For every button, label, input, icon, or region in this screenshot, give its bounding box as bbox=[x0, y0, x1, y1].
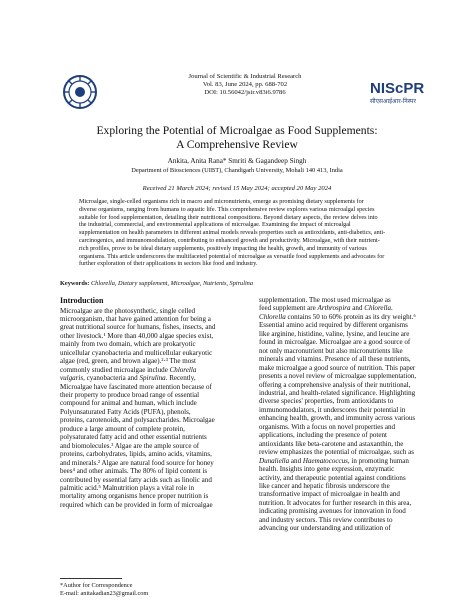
correspondence-label: *Author for Correspondence bbox=[60, 582, 133, 589]
body-text-line: mortality among organisms hence proper nutrition is bbox=[60, 492, 209, 501]
journal-name: Journal of Scientific & Industrial Research bbox=[188, 73, 302, 80]
body-text-line: industrial, and health-related significance. Highlighting bbox=[259, 388, 416, 397]
body-text-line: minerals and vitamins. Presence of all these nutrients, bbox=[259, 355, 411, 364]
footnote-rule bbox=[60, 578, 122, 579]
body-text-line: antioxidants like beta-carotene and astaxanthin, the bbox=[259, 439, 404, 448]
body-text-line: Microalgae are the photosynthetic, single celled bbox=[60, 306, 196, 315]
body-text-line: commonly studied microalgae include Chlorella bbox=[60, 365, 197, 374]
abstract-line: rich profiles, prove to be ideal dietary supplements, positively impacting the health, growth, and immunity of various bbox=[79, 245, 367, 252]
body-text-line: compound for animal and human, which include bbox=[60, 399, 197, 408]
body-text-line: proteins, carotenoids, and polysaccharides. Microalgae bbox=[60, 416, 215, 425]
abstract bbox=[79, 199, 397, 269]
body-text-line: immunomodulators, it underscores their potential in bbox=[259, 405, 406, 414]
body-text-line: bees⁴ and other animals. The 80% of lipid content is bbox=[60, 467, 208, 476]
body-text-line: Chlorella contains 50 to 60% protein as its dry weight.⁶ bbox=[259, 312, 416, 321]
body-text-line: nutrition. It advocates for further research in this area, bbox=[259, 498, 412, 507]
body-text-line: review emphasizes the potential of microalgae, such as bbox=[259, 448, 414, 457]
niscpr-logo-subtext: सीएसआईआर-निस्पर bbox=[370, 98, 416, 105]
body-text-line: and minerals.² Algae are natural food source for honey bbox=[60, 458, 214, 467]
submission-dates: Received 21 March 2024; revised 15 May 2024; accepted 20 May 2024 bbox=[142, 185, 332, 192]
title-line: A Comprehensive Review bbox=[176, 138, 298, 151]
body-text-line: Essential amino acid required by different organisms bbox=[259, 321, 408, 330]
body-text-line: algae (red, green, and brown algae).²·³ The most bbox=[60, 357, 196, 366]
niscpr-logo-text: NIScPR bbox=[370, 80, 425, 97]
keywords bbox=[60, 280, 414, 287]
abstract-line: organisms. This article underscores the multifaceted potential of microalgae as versatile food supplements and advocates for bbox=[79, 253, 385, 260]
body-text-line: contributed by essential fatty acids such as linolic and bbox=[60, 475, 212, 484]
body-text-line: Microalgae have fascinated more attention because of bbox=[60, 382, 212, 391]
body-text-line: not only macronutrient but also micronutrients like bbox=[259, 346, 403, 355]
body-text-line: organisms. With a focus on novel properties and bbox=[259, 422, 396, 431]
body-text-line: Dunaliella and Haematococcus, in promoting human bbox=[259, 456, 409, 465]
body-text-line: found in microalgae. Microalgae are a good source of bbox=[259, 338, 411, 347]
abstract-line: Microalgae, single-celled organisms rich in macro and micronutrients, emerge as promising dietary supplements for bbox=[79, 199, 364, 205]
body-text-line: presents a novel review of microalgae supplementation, bbox=[259, 372, 417, 381]
abstract-line: diverse organisms, ranging from humans to aquatic life. This comprehensive review explores various microalgal species bbox=[79, 206, 375, 213]
body-text-line: other livestock.¹ More than 40,000 algae species exist, bbox=[60, 331, 214, 340]
correspondence-email: E-mail: anitakadian23@gmail.com bbox=[60, 590, 149, 597]
section-heading-introduction: Introduction bbox=[60, 296, 104, 305]
abstract-line: supplementation on health parameters in different animal models reveals properties such as antioxidants, anti-diabetics, anti- bbox=[79, 230, 386, 237]
body-text-line: proteins, carbohydrates, lipids, amino acids, vitamins, bbox=[60, 450, 212, 459]
title-line: Exploring the Potential of Microalgae as Food Supplements: bbox=[96, 124, 378, 137]
body-text-line: make microalgae a good source of nutrition. This paper bbox=[259, 363, 416, 372]
body-text-line: transformative impact of microalgae in health and bbox=[259, 490, 400, 499]
body-text-line: indicating promising avenues for innovation in food bbox=[259, 507, 406, 516]
body-text-line: required which can be provided in form of microalgae bbox=[60, 500, 213, 509]
body-text-line: great nutritional source for humans, fishes, insects, and bbox=[60, 323, 216, 332]
body-text-line: unicellular cyanobacteria and multicellular eukaryotic bbox=[60, 348, 213, 357]
left-column-text bbox=[60, 307, 249, 510]
abstract-line: suitable for food supplementation, detailing their nutritional compositions. Beyond dietary aspects, the review delves into bbox=[79, 214, 378, 221]
body-text-line: feed supplement are Arthrospira and Chlorella. bbox=[259, 304, 393, 313]
journal-doi: DOI: 10.56042/jsir.v83i6.9786 bbox=[204, 89, 286, 97]
body-text-line: polysaturated fatty acid and other essential nutrients bbox=[60, 433, 207, 442]
body-text-line: activity, and therapeutic potential against conditions bbox=[259, 473, 406, 482]
authors: Ankita, Anita Rana* Smriti & Gagandeep Singh bbox=[167, 157, 307, 165]
body-right-column bbox=[259, 296, 448, 533]
paper-title bbox=[60, 124, 414, 152]
body-text-line: Polyunsaturated Fatty Acids (PUFA), phenols, bbox=[60, 407, 191, 416]
body-text-line: palmitic acid.⁵ Malnutrition plays a vital role in bbox=[60, 484, 194, 493]
right-column-text bbox=[259, 296, 448, 533]
body-text-line: health. Insights into gene expression, enzymatic bbox=[259, 465, 395, 474]
body-text-line: and biomolecules.³ Algae are the ample source of bbox=[60, 441, 200, 450]
abstract-line: further exploration of their applications in sectors like food and industry. bbox=[79, 261, 258, 268]
niscpr-logo bbox=[366, 76, 446, 106]
affiliation: Department of Biosciences (UIBT), Chandigarh University, Mohali 140 413, India bbox=[131, 167, 343, 174]
body-text-line: produce a large amount of complete protein, bbox=[60, 424, 185, 433]
body-text-line: their property to produce broad range of essential bbox=[60, 391, 200, 400]
body-text-line: and industry sectors. This review contributes to bbox=[259, 515, 393, 524]
body-text-line: vulgaris, cyanobacteria and Spirulina. Recently, bbox=[60, 374, 196, 383]
body-text-line: like cancer and hepatic fibrosis underscore the bbox=[259, 481, 390, 490]
body-text-line: diverse species' properties, from antioxidants to bbox=[259, 397, 394, 406]
csir-emblem-icon bbox=[62, 74, 98, 110]
keywords-value: Chlorella, Dietary supplement, Microalgae, Nutrients, Spirulina bbox=[90, 280, 253, 287]
body-text-line: mainly from two domain, which are prokaryotic bbox=[60, 340, 196, 349]
correspondence-footnote bbox=[60, 578, 249, 598]
body-text-line: microorganism, that have gained attention for being a bbox=[60, 314, 211, 323]
abstract-line: carcinogenics, and immunomodulation, contributing to enhanced growth and productivity. Microalgae, with their nutrient- bbox=[79, 237, 380, 244]
keywords-label: Keywords: bbox=[60, 280, 90, 287]
abstract-line: the industrial, commercial, and environmental applications of microalgae. Examining the impact of microalgal bbox=[79, 222, 351, 229]
journal-volume: Vol. 83, June 2024, pp. 688-702 bbox=[202, 81, 288, 89]
body-text-line: like arginine, histidine, valine, lysine, and leucine are bbox=[259, 329, 410, 338]
body-text-line: applications, including the presence of potent bbox=[259, 431, 387, 440]
body-text-line: advancing our understanding and utilization of bbox=[259, 524, 391, 533]
body-text-line: enhancing health, growth, and immunity across various bbox=[259, 414, 416, 423]
body-left-column bbox=[60, 296, 249, 509]
journal-header bbox=[150, 73, 340, 98]
body-text-line: supplementation. The most used microalgae as bbox=[259, 296, 391, 304]
body-text-line: offering a comprehensive analysis of their nutritional, bbox=[259, 380, 411, 389]
